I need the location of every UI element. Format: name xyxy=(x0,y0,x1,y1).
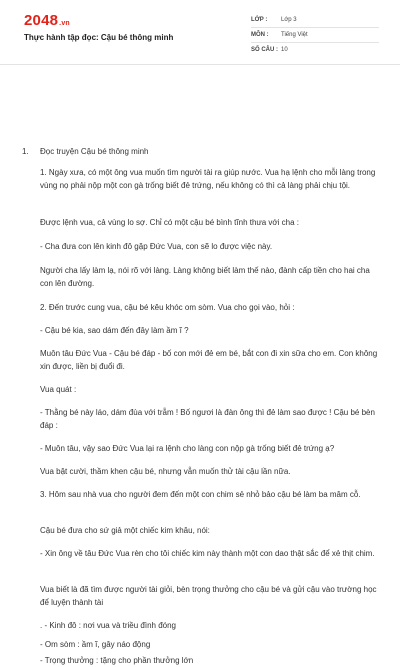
meta-value: Tiếng Việt xyxy=(281,32,308,38)
story-paragraph: Vua biết là đã tìm được người tài giỏi, bèn trọng thưởng cho cậu bé và gửi cậu vào trường học để luyện thành tài xyxy=(40,585,377,607)
meta-value: Lớp 3 xyxy=(281,17,297,23)
meta-row-subject xyxy=(251,28,379,43)
story-paragraph: Vua quát : xyxy=(40,385,77,394)
meta-row-question-count xyxy=(251,43,379,57)
story-paragraph: - Thằng bé này láo, dám đùa với trẫm ! Bố ngươi là đàn ông thì đẻ làm sao được ! Cậu bé bèn đáp : xyxy=(40,408,375,430)
worksheet-meta-table xyxy=(251,13,379,57)
story-paragraph: - Muôn tâu, vậy sao Đức Vua lại ra lệnh cho làng con nộp gà trống biết đẻ trứng ạ? xyxy=(40,444,335,453)
logo-text: 2048 xyxy=(24,12,59,29)
story-paragraph: - Cậu bé kia, sao dám đến đây làm ầm ĩ ? xyxy=(40,326,189,335)
story-paragraph: Người cha lấy làm lạ, nói rõ với làng. Làng không biết làm thế nào, đành cấp tiền cho hai cha con lên đường. xyxy=(40,266,370,288)
meta-label: SỐ CÂU : xyxy=(251,47,278,53)
story-paragraph: 2. Đến trước cung vua, cậu bé kêu khóc om sòm. Vua cho gọi vào, hỏi : xyxy=(40,303,295,312)
story-paragraph: 3. Hôm sau nhà vua cho người đem đến một con chim sẻ nhỏ bảo cậu bé làm ba mâm cỗ. xyxy=(40,490,361,499)
story-paragraph: - Cha đưa con lên kinh đô gặp Đức Vua, con sẽ lo được việc này. xyxy=(40,242,273,251)
meta-label: LỚP : xyxy=(251,17,268,23)
meta-value: 10 xyxy=(281,47,288,53)
glossary-item: - Trọng thưởng : tặng cho phần thưởng lớn xyxy=(40,656,194,665)
worksheet-header xyxy=(0,0,400,65)
story-paragraph: Được lệnh vua, cả vùng lo sợ. Chỉ có một cậu bé bình tĩnh thưa với cha : xyxy=(40,218,300,227)
glossary-item: . - Kinh đô : nơi vua và triều đình đóng xyxy=(40,621,176,630)
worksheet-title: Thực hành tập đọc: Cậu bé thông minh xyxy=(24,33,174,42)
glossary-item: - Om sòm : ầm ĩ, gây náo động xyxy=(40,640,151,649)
question-number: 1. xyxy=(22,147,29,156)
meta-label: MÔN : xyxy=(251,32,269,38)
story-paragraph: Muôn tâu Đức Vua - Cậu bé đáp - bố con mới đẻ em bé, bắt con đi xin sữa cho em. Con không xin được, liền bị đuổi đi. xyxy=(40,349,378,371)
site-logo[interactable] xyxy=(24,12,70,29)
meta-row-grade xyxy=(251,13,379,28)
story-paragraph: Vua bật cười, thầm khen cậu bé, nhưng vẫn muốn thử tài cậu lần nữa. xyxy=(40,467,291,476)
story-paragraph: - Xin ông về tâu Đức Vua rèn cho tôi chiếc kim này thành một con dao thật sắc để xẻ thịt chim. xyxy=(40,549,375,558)
question-title: Đọc truyện Cậu bé thông minh xyxy=(40,147,149,156)
story-paragraph: Cậu bé đưa cho sứ giả một chiếc kim khâu, nói: xyxy=(40,526,210,535)
story-paragraph: 1. Ngày xưa, có một ông vua muốn tìm người tài ra giúp nước. Vua hạ lệnh cho mỗi làng trong vùng nọ phải nộp một con gà trống biết đẻ trứng, nếu không có thì cả làng phải chịu tội. xyxy=(40,168,376,190)
logo-suffix: .vn xyxy=(59,20,70,27)
